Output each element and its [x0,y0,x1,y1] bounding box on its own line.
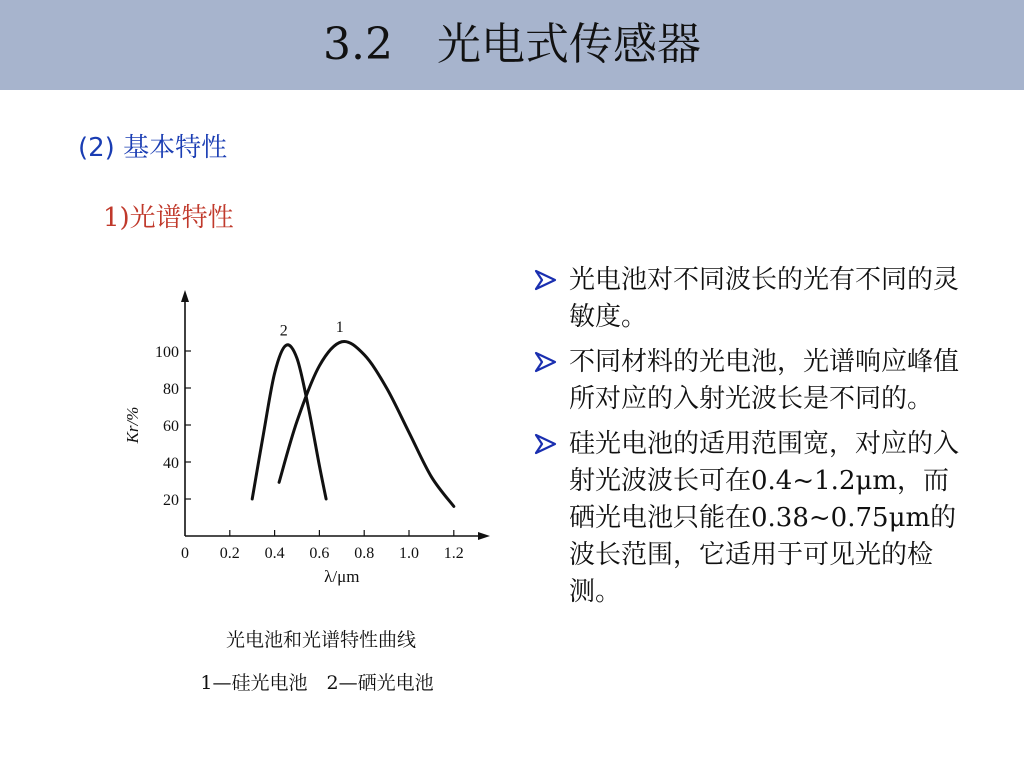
x-tick-label: 0.2 [219,545,240,562]
x-tick-label: 1.2 [443,545,464,562]
x-tick-label: 0.4 [264,545,285,562]
x-tick-label: 0 [181,545,189,562]
bullet-item [533,344,973,418]
bullet-item [533,262,973,336]
series-label-2: 2 [279,322,288,340]
arrow-bullet-icon [533,433,559,455]
sub-heading: 1)光谱特性 [103,203,234,233]
y-axis-label: Kr/% [123,406,142,444]
chart-legend-caption: 1—硅光电池 2—硒光电池 [200,672,434,694]
arrow-bullet-icon [533,269,559,291]
bullet-text: 不同材料的光电池，光谱响应峰值所对应的入射光波长是不同的。 [569,347,960,414]
bullet-text: 光电池对不同波长的光有不同的灵敏度。 [569,265,960,332]
x-tick-label: 1.0 [399,545,419,562]
section-heading: (2) 基本特性 [78,133,228,163]
series-line-1 [279,341,454,506]
bullet-item [533,426,973,611]
y-tick-label: 60 [163,418,179,435]
y-tick-label: 20 [163,492,179,509]
slide-title: 3.2 光电式传感器 [323,19,701,70]
y-tick-label: 40 [163,455,179,472]
x-axis-label: λ/μm [324,567,360,586]
bullet-text: 硅光电池的适用范围宽，对应的入射光波波长可在0.4~1.2μm，而硒光电池只能在0.38~0.75μm的波长范围，它适用于可见光的检测。 [569,429,960,607]
title-bar [0,0,1024,90]
arrow-bullet-icon [533,351,559,373]
spectral-characteristic-chart [110,285,490,605]
x-axis-arrow-icon [478,532,490,540]
y-tick-label: 100 [155,344,179,361]
y-axis-arrow-icon [181,290,189,302]
x-tick-label: 0.8 [354,545,375,562]
series-line-2 [252,345,326,499]
bullet-list [533,262,973,619]
y-tick-label: 80 [163,381,179,398]
series-label-1: 1 [335,318,344,336]
x-tick-label: 0.6 [309,545,330,562]
chart-caption: 光电池和光谱特性曲线 [225,629,416,651]
